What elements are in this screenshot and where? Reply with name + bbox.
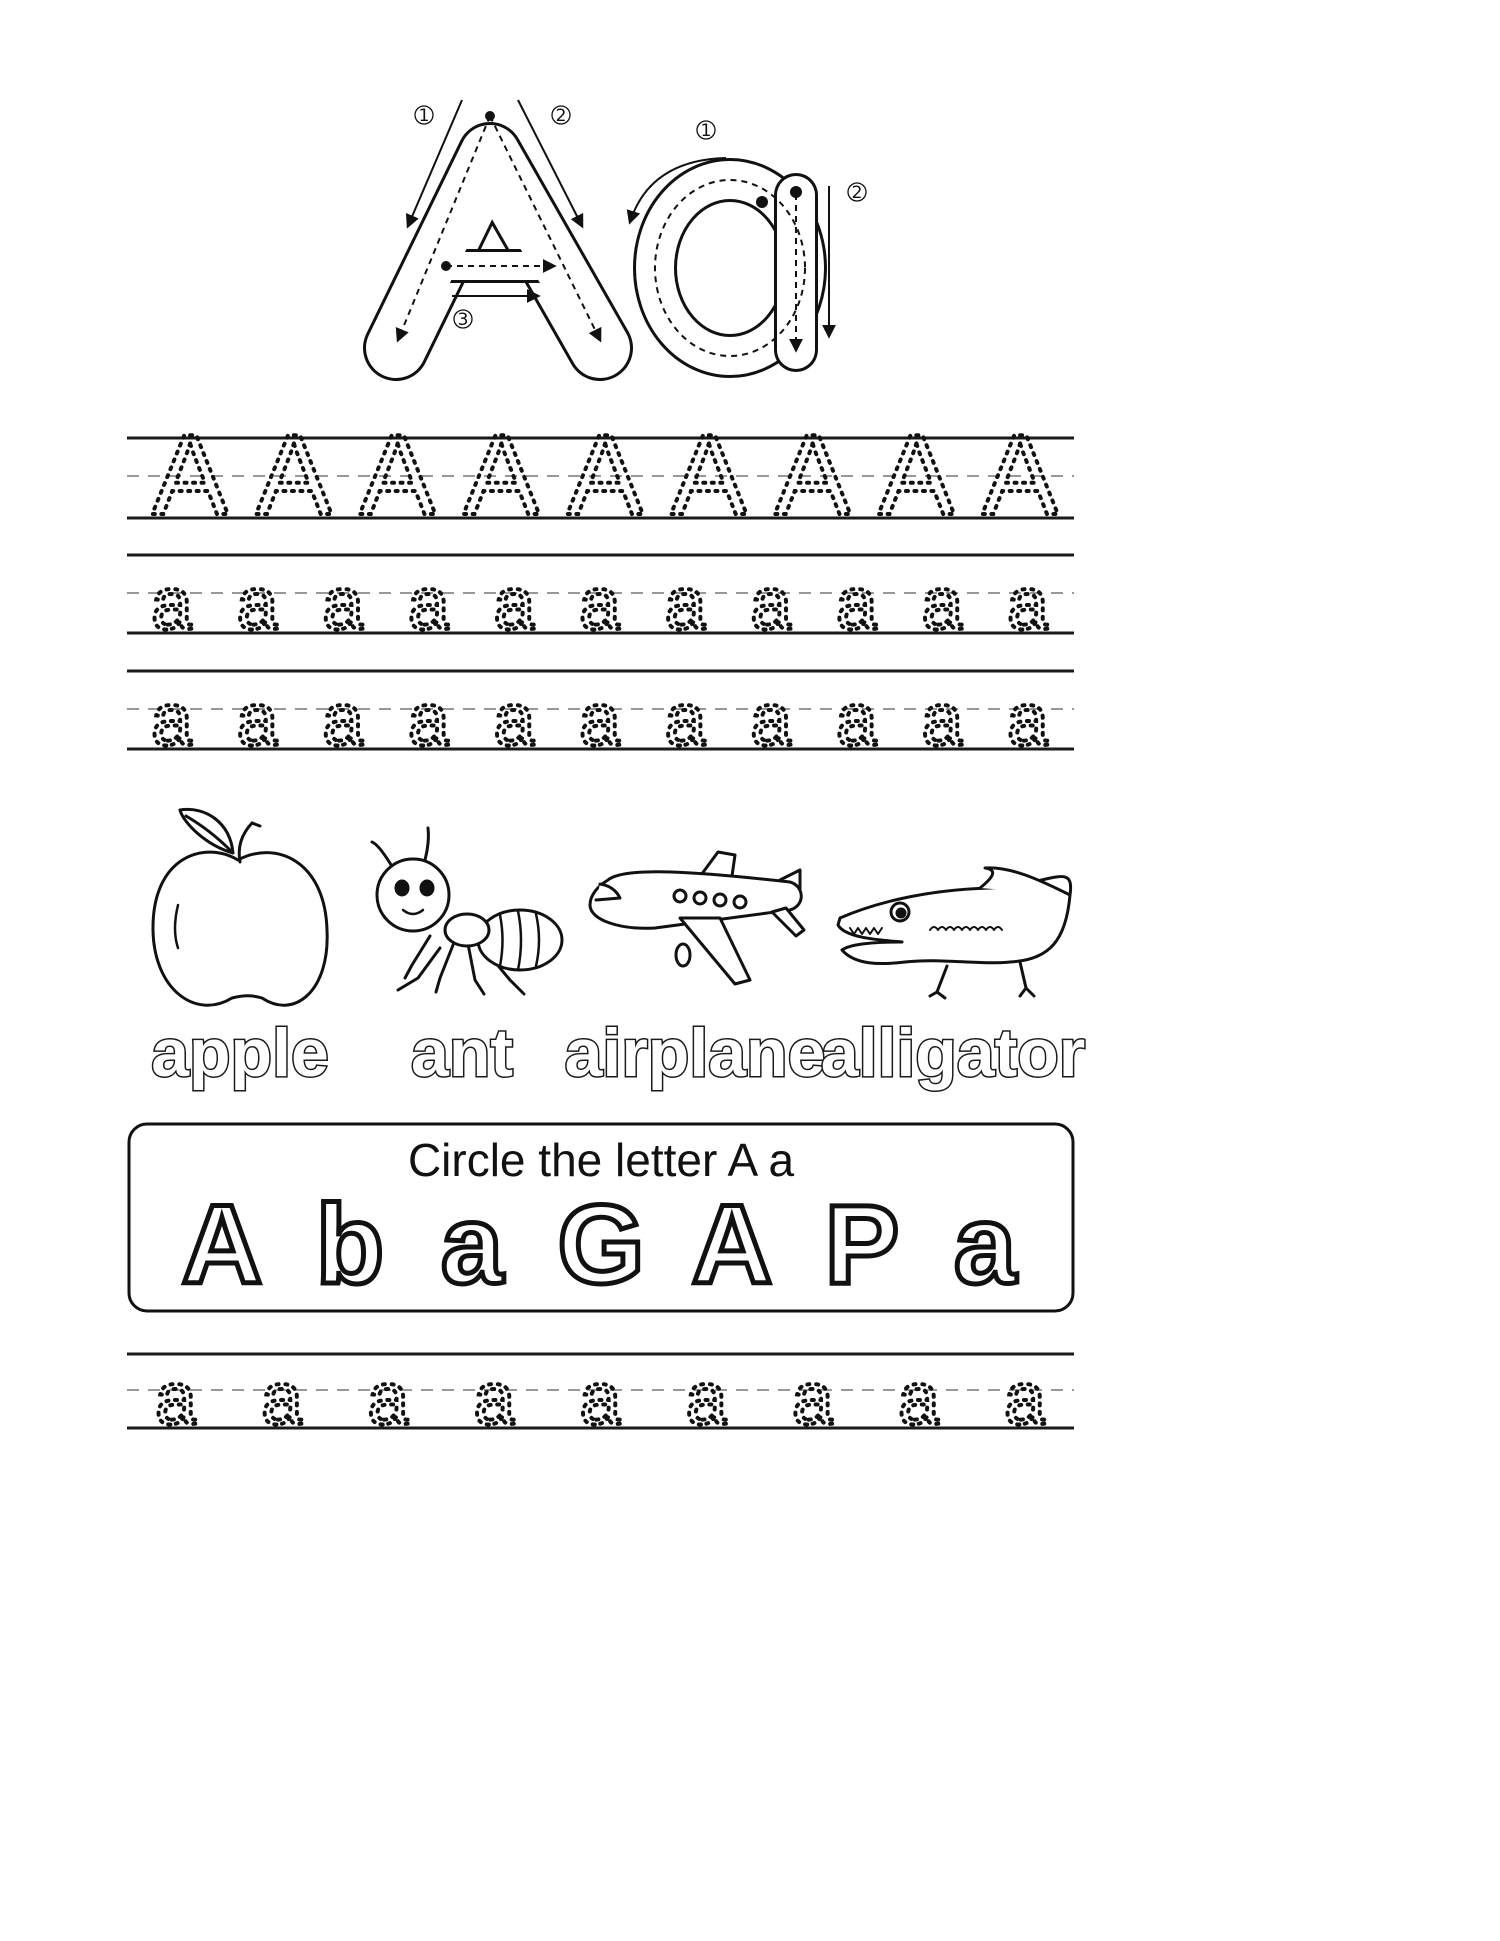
trace-letter[interactable]: a <box>237 562 279 645</box>
trace-letter[interactable]: a <box>1004 1357 1046 1440</box>
letter-choice[interactable]: a <box>440 1182 504 1307</box>
trace-letter[interactable]: a <box>836 562 878 645</box>
letter-choice[interactable]: b <box>315 1182 385 1307</box>
letter-choice[interactable]: G <box>557 1182 645 1307</box>
trace-letter[interactable]: A <box>774 412 851 539</box>
alligator-icon <box>838 868 1071 998</box>
trace-letter[interactable]: A <box>566 412 644 539</box>
letter-choice[interactable]: a <box>953 1182 1017 1307</box>
trace-letter[interactable]: a <box>1007 562 1049 645</box>
trace-letter[interactable]: a <box>155 1357 197 1440</box>
letter-choice[interactable]: A <box>181 1182 263 1307</box>
word-label: apple <box>151 1015 329 1091</box>
trace-letter[interactable]: a <box>686 1357 728 1440</box>
stroke-number-label: 2 <box>851 183 863 203</box>
instruction-text: Circle the letter A a <box>407 1134 795 1186</box>
trace-letter[interactable]: a <box>322 678 364 761</box>
trace-letter[interactable]: a <box>579 678 621 761</box>
word-label: alligator <box>820 1015 1086 1091</box>
trace-letter[interactable]: a <box>665 678 707 761</box>
trace-letter[interactable]: A <box>463 412 540 539</box>
trace-letter[interactable]: a <box>473 1357 515 1440</box>
trace-letter[interactable]: A <box>255 412 332 539</box>
trace-letter[interactable]: a <box>408 678 450 761</box>
word-label: airplane <box>564 1015 826 1091</box>
trace-letter[interactable]: A <box>151 412 229 539</box>
trace-letter[interactable]: a <box>151 678 193 761</box>
trace-letter[interactable]: a <box>665 562 707 645</box>
big-lowercase-a <box>630 121 866 356</box>
picture-row <box>151 809 1085 1091</box>
letter-choice[interactable]: P <box>824 1182 900 1307</box>
trace-letter[interactable]: a <box>367 1357 409 1440</box>
apple-icon <box>153 809 327 1005</box>
trace-letter[interactable]: A <box>878 412 955 539</box>
stroke-number-label: 1 <box>700 121 712 141</box>
big-uppercase-a <box>396 100 600 348</box>
trace-letter[interactable]: A <box>359 412 436 539</box>
trace-letter[interactable]: a <box>836 678 878 761</box>
stroke-number-label: 1 <box>418 106 430 126</box>
trace-letter[interactable]: a <box>579 1357 622 1440</box>
ant-icon <box>372 828 562 994</box>
stroke-number-label: 3 <box>457 310 469 330</box>
trace-letter[interactable]: a <box>792 1357 834 1440</box>
trace-letter[interactable]: a <box>237 678 279 761</box>
letter-choice[interactable]: A <box>691 1182 773 1307</box>
trace-letter[interactable]: a <box>1007 678 1049 761</box>
trace-letter[interactable]: a <box>493 678 535 761</box>
trace-letter[interactable]: a <box>750 562 792 645</box>
trace-letter[interactable]: A <box>670 412 747 539</box>
trace-letter[interactable]: a <box>579 562 621 645</box>
circle-activity-box <box>129 1124 1073 1311</box>
trace-letter[interactable]: a <box>151 562 193 645</box>
word-label: ant <box>411 1015 513 1091</box>
header-letters <box>396 100 866 356</box>
trace-letter[interactable]: A <box>981 412 1059 539</box>
trace-letter[interactable]: a <box>921 678 963 761</box>
trace-letter[interactable]: a <box>322 562 364 645</box>
airplane-icon <box>590 852 804 984</box>
trace-letter[interactable]: a <box>750 678 792 761</box>
trace-letter[interactable]: a <box>898 1357 940 1440</box>
trace-letter[interactable]: a <box>261 1357 303 1440</box>
trace-letter[interactable]: a <box>493 562 535 645</box>
trace-letter[interactable]: a <box>408 562 450 645</box>
stroke-number-label: 2 <box>555 106 567 126</box>
trace-letter[interactable]: a <box>921 562 963 645</box>
